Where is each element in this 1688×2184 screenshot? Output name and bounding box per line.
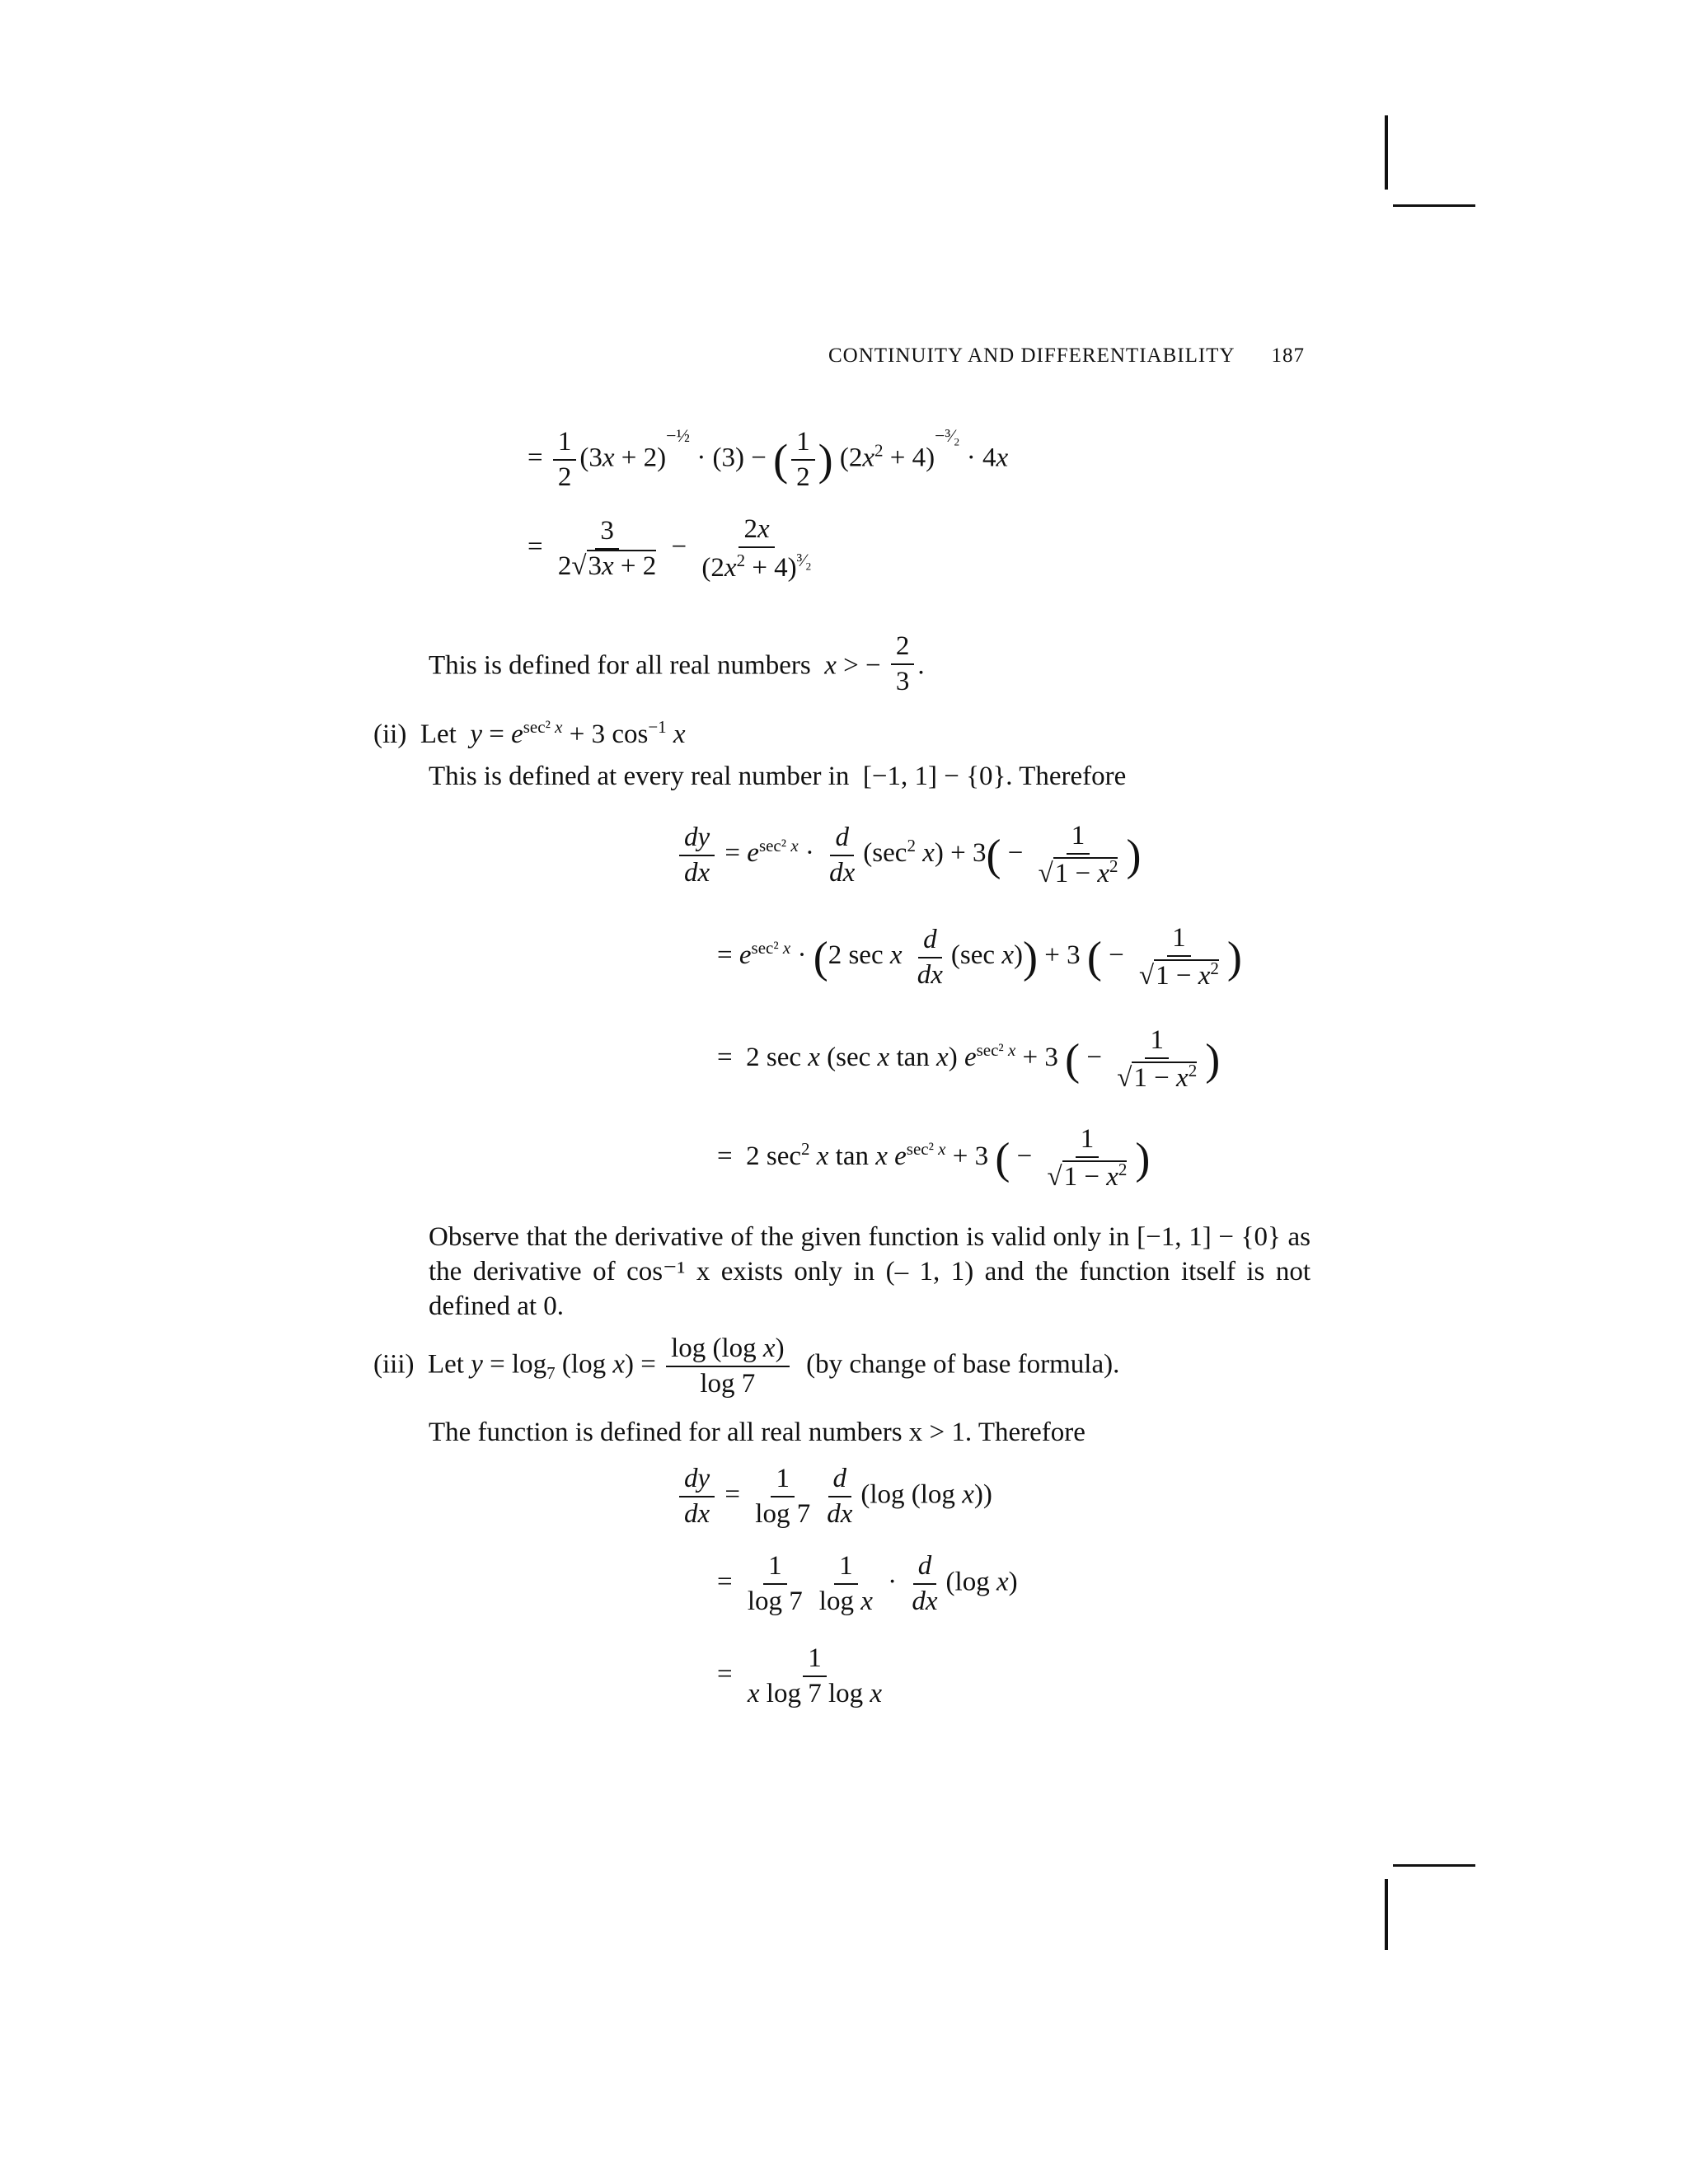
therefore-ii: . Therefore xyxy=(1006,762,1127,791)
page-number: 187 xyxy=(1271,344,1305,367)
part-iii-heading: (iii) Let $y = \log_7 (\log$ x) = $\frac{\text{log (log x)}}{\log 7}$ (by change of base formula). xyxy=(373,1333,1120,1399)
equation-step-2: = $\frac{3}{2√3x + 2}$ − $\frac{2x}{(2x^2 + 4)^{^3⁄_2}}$ xyxy=(528,514,812,583)
crop-mark-bottom-horizontal xyxy=(1393,1864,1475,1867)
derivative-iii-step-3: = $\frac{1}{\text{x log 7 log x}}$ xyxy=(717,1643,883,1708)
derivative-iii-step-2: = $\frac{1}{\log 7}$ $\frac{1}{\text{log x}}$ · $\frac{d}{dx}$ (log x) xyxy=(717,1551,1018,1616)
part-iii-label: (iii) xyxy=(373,1349,415,1380)
observation-paragraph: Observe that the derivative of the given function is valid only in [−1, 1] − {0} as the derivative of cos⁻¹ x exists only in (– 1, 1) and the function itself is not defined at 0. xyxy=(429,1222,1311,1321)
derivative-ii-step-1: $\frac{dy}{dx}$ = $e^{sec^2 x}$ · $\frac{d}{dx}$ ($\sec^2$ x) + 3( − $\frac{1}{√1 - x^2}$ ) xyxy=(676,823,1141,888)
domain-statement-text: This is defined for all real numbers xyxy=(429,650,811,681)
crop-mark-top-horizontal xyxy=(1393,204,1475,207)
derivative-ii-step-2: = $e^{sec^2 x} \cdot (2$ sec x $\frac{d}{dx}$ (sec x)) + 3 ( − $\frac{1}{√1 - x^2}$ ) xyxy=(717,923,1242,991)
crop-mark-top-vertical xyxy=(1385,115,1388,190)
derivative-ii-step-4: = 2 $\sec^2 x$ tan x $e^{sec^2 x} + 3$ ( − $\frac{1}{√1 - x^2}$ ) xyxy=(717,1124,1151,1192)
chapter-title: CONTINUITY AND DIFFERENTIABILITY xyxy=(828,344,1236,367)
part-iii-domain: The function is defined for all real numbers x > 1. Therefore xyxy=(429,1418,1085,1447)
running-header xyxy=(828,344,1305,368)
let-label-iii: Let xyxy=(427,1349,464,1380)
domain-statement: This is defined for all real numbers x > − $\frac{2}{3}$ . xyxy=(429,631,925,696)
part-ii-domain-text: This is defined at every real number in xyxy=(429,762,850,791)
part-ii-label: (ii) xyxy=(373,719,407,749)
derivative-iii-step-1: $\frac{dy}{dx}$ = $\frac{1}{\log 7}$ $\frac{d}{dx}$ (log (log x)) xyxy=(676,1465,992,1528)
change-of-base-note: (by change of base formula). xyxy=(806,1349,1120,1380)
part-ii-domain: This is defined at every real number in [−1, 1] − {0}. Therefore xyxy=(429,762,1127,791)
let-label-ii: Let xyxy=(420,719,457,749)
equation-step-1: = $\frac{1}{2}$ $(3x + 2)^{-\frac{1}{2}} \cdot (3)$ − ( $\frac{1}{2}$ ) $(2x^2 + 4)^{-^3⁄_2} \cdot 4x$ xyxy=(528,424,1009,492)
derivative-ii-step-3: = 2 sec x (sec x tan x) $e^{sec^2 x} + 3$ ( − $\frac{1}{√1 - x^2}$ ) xyxy=(717,1025,1221,1093)
crop-mark-bottom-vertical xyxy=(1385,1879,1388,1950)
part-ii-heading: (ii) Let $y = e^{sec^2 x} + 3$ $\cos^{-1} x$ xyxy=(373,717,686,749)
